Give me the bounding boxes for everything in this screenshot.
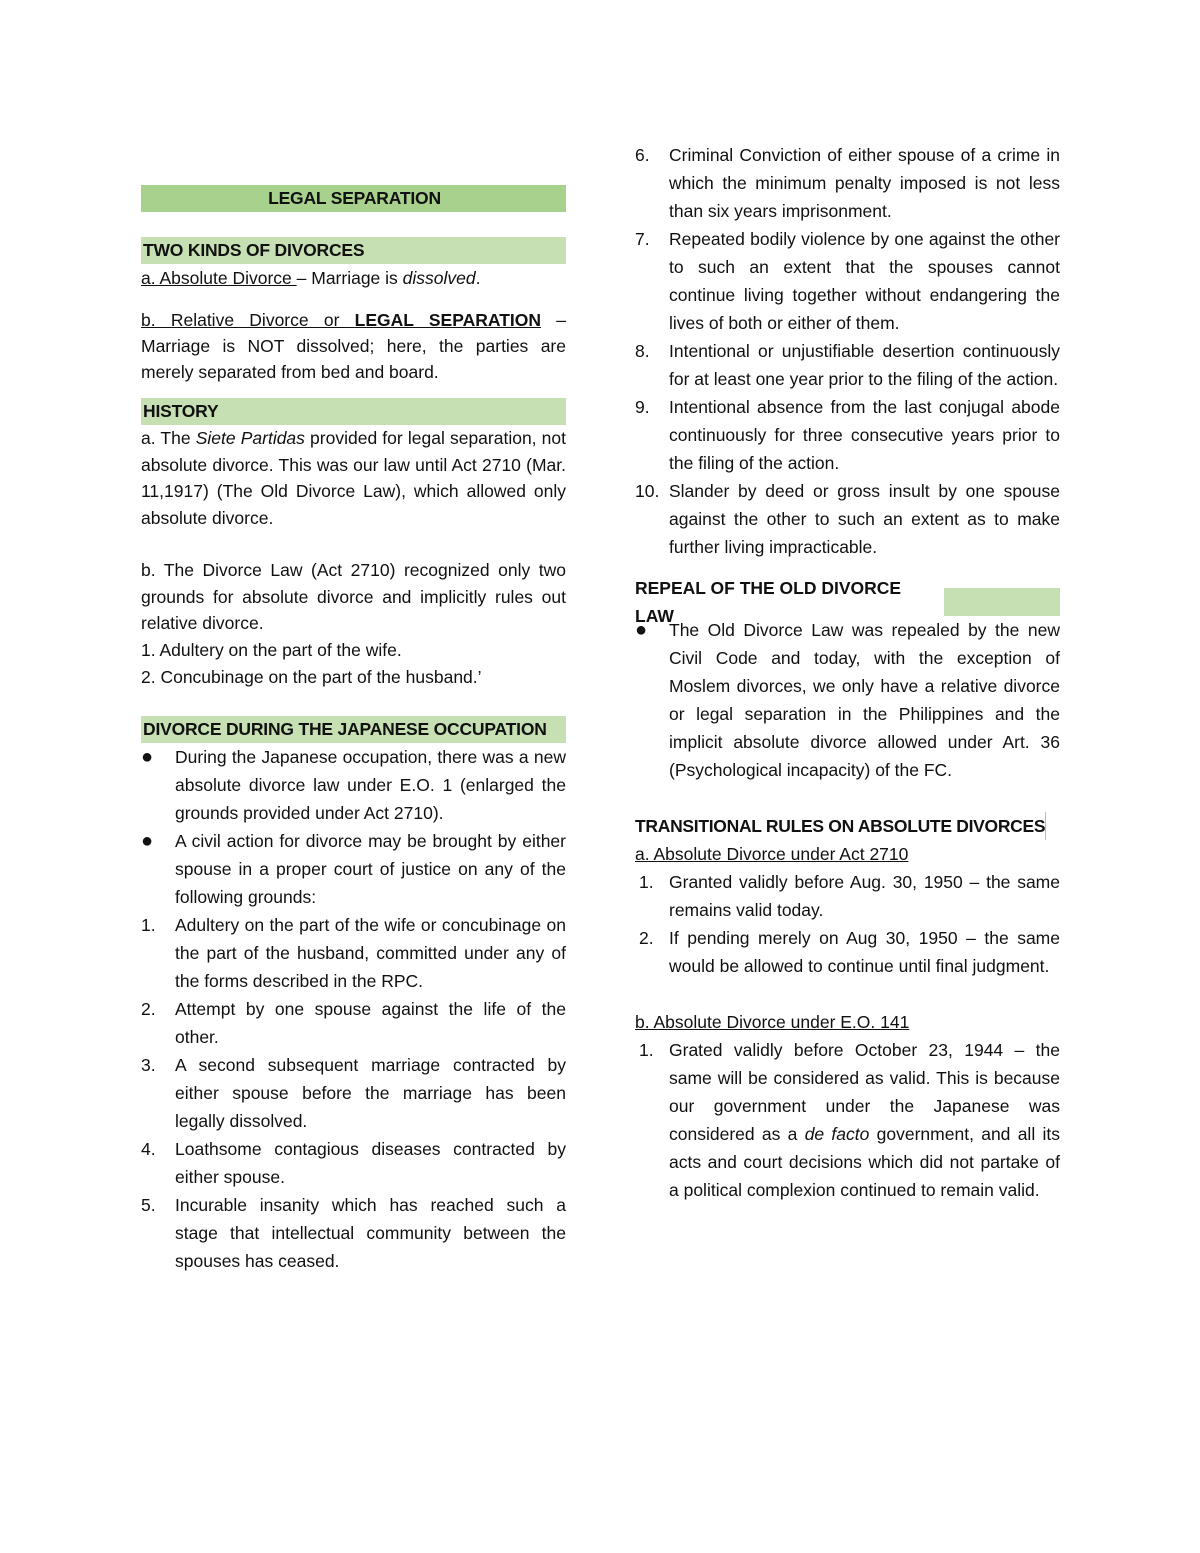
heading-highlight — [944, 588, 1060, 616]
section-heading-two-kinds: TWO KINDS OF DIVORCES — [141, 237, 566, 264]
document-title: LEGAL SEPARATION — [141, 185, 566, 212]
list-item: 4. Loathsome contagious diseases contracted by either spouse. — [141, 1138, 566, 1187]
list-item: 1. Adultery on the part of the wife or concubinage on the part of the husband, committed under any of the forms described in the RPC. — [141, 914, 566, 991]
history-paragraph-a: a. The Siete Partidas provided for legal separation, not absolute divorce. This was our law until Act 2710 (Mar. 11,1917) (The Old Divorce Law), which allowed only absolute divorce. — [141, 428, 566, 528]
list-item: 2. Attempt by one spouse against the life of the other. — [141, 998, 566, 1047]
bullet-icon: ● — [635, 619, 648, 641]
section-heading-history: HISTORY — [141, 398, 566, 425]
bullet-icon: ● — [141, 745, 154, 768]
list-item: 1. Grated validly before October 23, 1944 – the same will be considered as valid. This is because our government under the Japanese was considered as a de facto government, and all its acts and court decisions which did not partake of a political complexion continued to remain valid. — [639, 1040, 1060, 1200]
history-paragraph-b: b. The Divorce Law (Act 2710) recognized only two grounds for absolute divorce and implicitly rules out relative divorce. — [141, 560, 566, 633]
list-item: 10. Slander by deed or gross insult by one spouse against the other to such an extent as to make further living impracticable. — [635, 481, 1060, 557]
list-item: ● During the Japanese occupation, there was a new absolute divorce law under E.O. 1 (enlarged the grounds provided under Act 2710). — [141, 743, 566, 827]
list-item: 8. Intentional or unjustifiable desertion continuously for at least one year prior to the filing of the action. — [635, 341, 1060, 389]
list-item: 1. Granted validly before Aug. 30, 1950 – the same remains valid today. — [639, 872, 1060, 920]
section-heading-repeal: REPEAL OF THE OLD DIVORCE LAW — [635, 587, 1060, 616]
section-heading-transitional: TRANSITIONAL RULES ON ABSOLUTE DIVORCES — [635, 812, 1046, 840]
section-heading-japanese: DIVORCE DURING THE JAPANESE OCCUPATION — [141, 716, 566, 743]
list-item: 9. Intentional absence from the last conjugal abode continuously for three consecutive years prior to the filing of the action. — [635, 397, 1060, 473]
list-item: 2. If pending merely on Aug 30, 1950 – the same would be allowed to continue until final judgment. — [639, 928, 1060, 976]
list-item: 5. Incurable insanity which has reached such a stage that intellectual community between the spouses has ceased. — [141, 1194, 566, 1271]
relative-divorce-definition: b. Relative Divorce or LEGAL SEPARATION – Marriage is NOT dissolved; here, the parties are merely separated from bed and board. — [141, 310, 566, 382]
transitional-a-heading: a. Absolute Divorce under Act 2710 — [635, 844, 909, 864]
list-item: ● A civil action for divorce may be brought by either spouse in a proper court of justice on any of the following grounds: — [141, 827, 566, 911]
list-item: 6. Criminal Conviction of either spouse of a crime in which the minimum penalty imposed is not less than six years imprisonment. — [635, 145, 1060, 221]
left-column — [141, 0, 566, 1275]
list-item: ● The Old Divorce Law was repealed by the new Civil Code and today, with the exception of Moslem divorces, we only have a relative divorce or legal separation in the Philippines and the implicit absolute divorce allowed under Art. 36 (Psychological incapacity) of the FC. — [635, 616, 1060, 784]
list-item: 3. A second subsequent marriage contracted by either spouse before the marriage has been legally dissolved. — [141, 1054, 566, 1131]
list-item: 7. Repeated bodily violence by one against the other to such an extent that the spouses cannot continue living together without endangering the lives of both or either of them. — [635, 229, 1060, 333]
history-ground-2: 2. Concubinage on the part of the husband.’ — [141, 666, 482, 687]
transitional-b-heading: b. Absolute Divorce under E.O. 141 — [635, 1012, 910, 1032]
absolute-divorce-definition: a. Absolute Divorce – Marriage is dissolved. — [141, 268, 481, 288]
right-column — [635, 0, 1060, 1204]
history-ground-1: 1. Adultery on the part of the wife. — [141, 639, 402, 660]
bullet-icon: ● — [141, 829, 154, 852]
